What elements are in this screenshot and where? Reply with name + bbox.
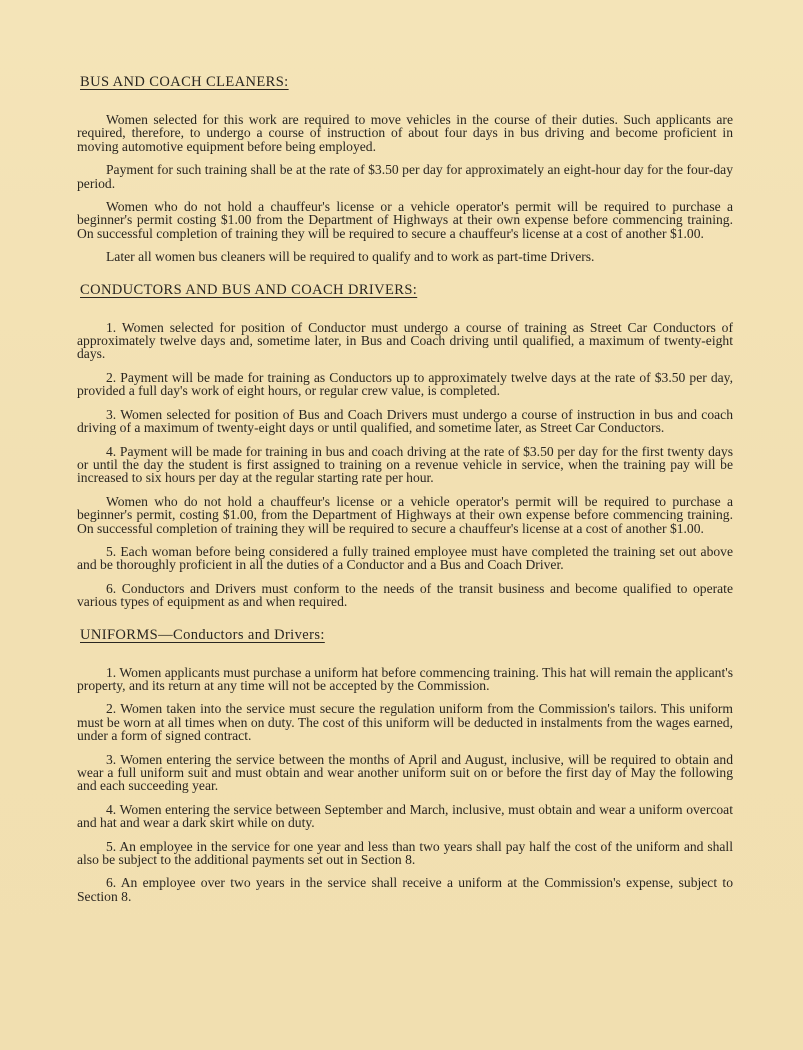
paragraph: 6. Conductors and Drivers must conform to the needs of the transit business and become qualified to operate various types of equipment as and when required. [77, 580, 733, 610]
paragraph: 3. Women selected for position of Bus and Coach Drivers must undergo a course of instruction in bus and coach driving of a maximum of twenty-eight days or until qualified, and sometime later, as Street Car Conductors. [77, 406, 733, 436]
paragraph: 3. Women entering the service between the months of April and August, inclusive, will be required to obtain and wear a full uniform suit and must obtain and wear another uniform suit on or before the first day of May the following and each succeeding year. [77, 751, 733, 794]
paragraph: 2. Women taken into the service must secure the regulation uniform from the Commission's tailors. This uniform must be worn at all times when on duty. The cost of this uniform will be deducted in instalments from the wages earned, under a form of signed contract. [77, 701, 733, 744]
document-body [77, 64, 733, 913]
paragraph: Women who do not hold a chauffeur's license or a vehicle operator's permit will be required to purchase a beginner's permit costing $1.00 from the Department of Highways at their own expense before commencing training. On successful completion of training they will be required to secure a chauffeur's license at a cost of another $1.00. [77, 199, 733, 241]
paragraph: 6. An employee over two years in the service shall receive a uniform at the Commission's expense, subject to Section 8. [77, 875, 733, 904]
paragraph: 5. An employee in the service for one year and less than two years shall pay half the cost of the uniform and shall also be subject to the additional payments set out in Section 8. [77, 838, 733, 868]
paragraph: Women who do not hold a chauffeur's license or a vehicle operator's permit will be required to purchase a beginner's permit, costing $1.00, from the Department of Highways at their own expense before commencing training. On successful completion of training they will be required to secure a chauffeur's license at a cost of another $1.00. [77, 493, 733, 536]
section-heading: CONDUCTORS AND BUS AND COACH DRIVERS: [80, 281, 418, 298]
paragraph: 1. Women selected for position of Conductor must undergo a course of training as Street Car Conductors of approximately twelve days and, sometime later, in Bus and Coach driving until qualified, a maximum of twenty-eight days. [77, 319, 733, 362]
section-bus-coach-cleaners [77, 74, 733, 264]
paragraph: 1. Women applicants must purchase a uniform hat before commencing training. This hat will remain the applicant's property, and its return at any time will not be accepted by the Commission. [77, 664, 733, 693]
section-conductors-drivers [77, 282, 733, 609]
section-uniforms [77, 627, 733, 904]
paragraph: 4. Payment will be made for training in bus and coach driving at the rate of $3.50 per day for the first twenty days or until the day the student is first assigned to training on a revenue vehicle in service, when the training pay will be increased to six hours per day at the regular starting rate per hour. [77, 443, 733, 486]
section-heading: BUS AND COACH CLEANERS: [80, 74, 289, 90]
paragraph: 5. Each woman before being considered a fully trained employee must have completed the training set out above and be thoroughly proficient in all the duties of a Conductor and a Bus and Coach Driver. [77, 543, 733, 573]
paragraph: 4. Women entering the service between September and March, inclusive, must obtain and wear a uniform overcoat and hat and wear a dark skirt while on duty. [77, 801, 733, 831]
paragraph: Payment for such training shall be at the rate of $3.50 per day for approximately an eight-hour day for the four-day period. [77, 162, 733, 191]
paragraph: Women selected for this work are required to move vehicles in the course of their duties. Such applicants are required, therefore, to undergo a course of instruction of about four days in bus driving and become proficient in moving automotive equipment before being employed. [77, 112, 733, 154]
section-heading: UNIFORMS—Conductors and Drivers: [80, 626, 325, 643]
paragraph: Later all women bus cleaners will be required to qualify and to work as part-time Drivers. [106, 249, 595, 265]
paragraph: 2. Payment will be made for training as Conductors up to approximately twelve days at the rate of $3.50 per day, provided a full day's work of eight hours, or regular crew value, is completed. [77, 369, 733, 399]
